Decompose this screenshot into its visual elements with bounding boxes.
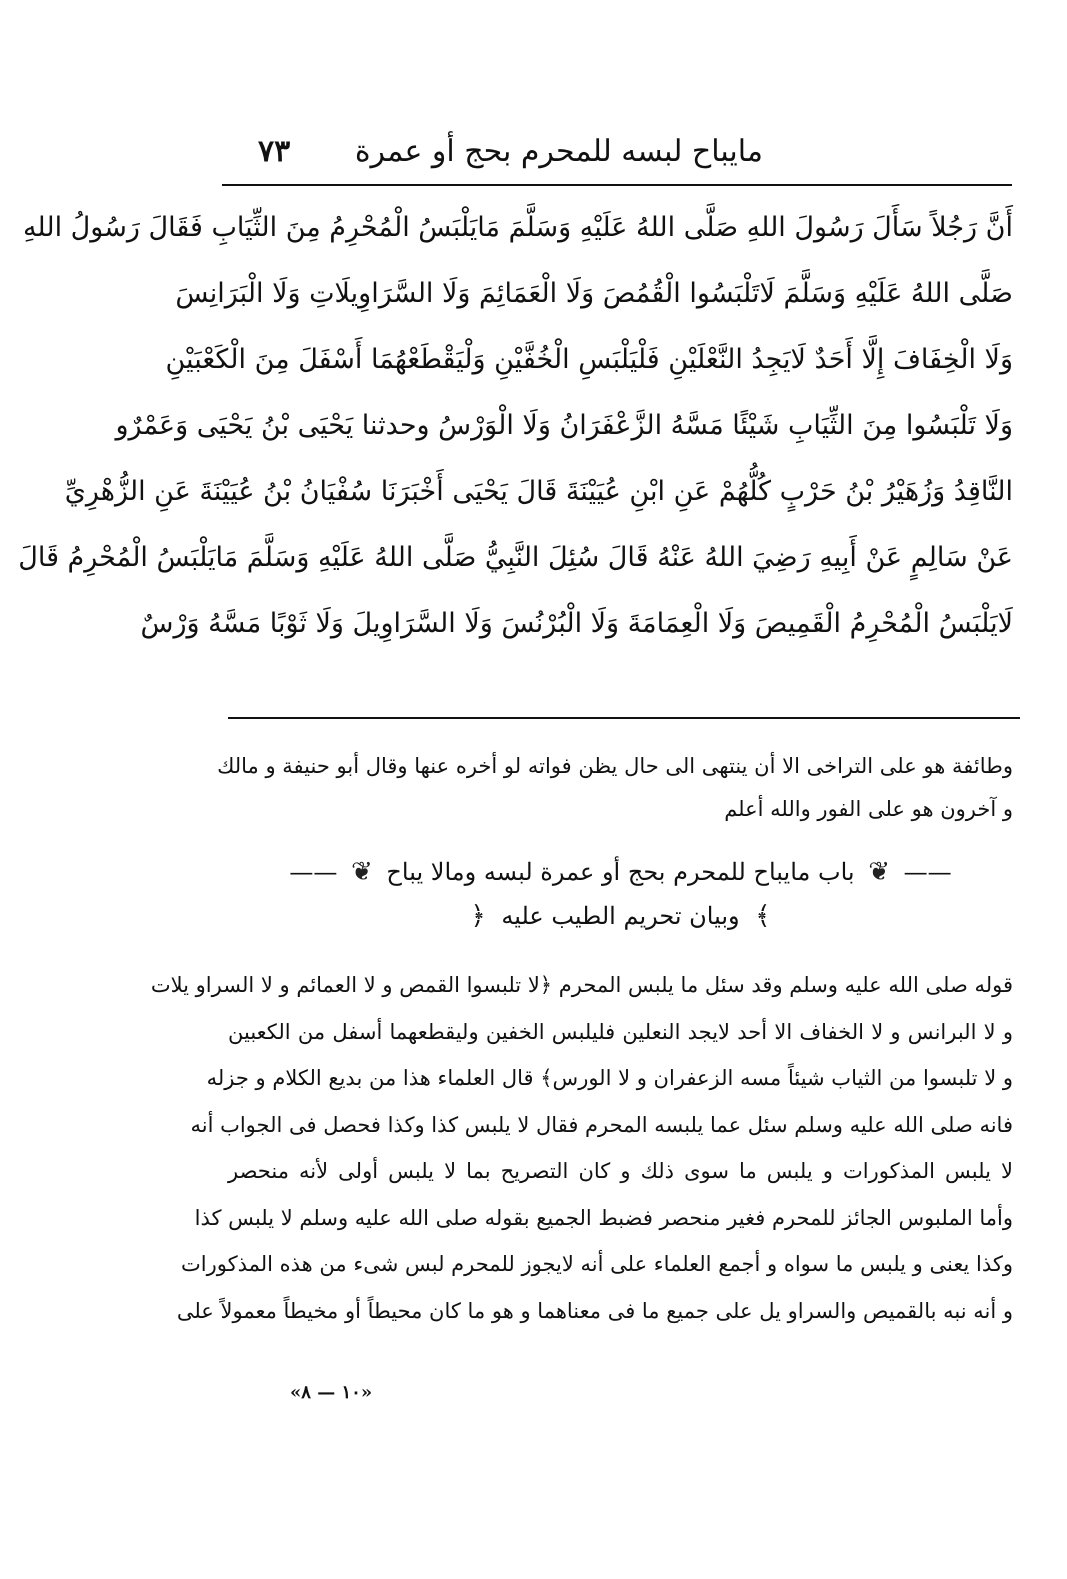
- hadith-line: وَلَا الْخِفَافَ إِلَّا أَحَدٌ لَايَجِدُ النَّعْلَيْنِ فَلْيَلْبَسِ الْخُفَّيْنِ وَلْيَقْطَعْهُمَا أَسْفَلَ مِنَ الْكَعْبَيْنِ: [165, 344, 1013, 375]
- dash-right: ——: [903, 858, 952, 886]
- hadith-line: وَلَا تَلْبَسُوا مِنَ الثِّيَابِ شَيْئًا مَسَّهُ الزَّعْفَرَانُ وَلَا الْوَرْسُ وحدثنا يَحْيَى بْنُ يَحْيَى وَعَمْرٌو: [115, 410, 1013, 441]
- chapter-subtitle-row: [228, 894, 1013, 938]
- commentary-line: و لا تلبسوا من الثياب شيئاً مسه الزعفران و لا الورس﴾ قال العلماء هذا من بديع الكلام و جزله: [206, 1066, 1013, 1090]
- ornament-right-icon: ❦: [868, 857, 891, 887]
- section-divider: [228, 717, 1020, 719]
- hadith-line: أَنَّ رَجُلاً سَأَلَ رَسُولَ اللهِ صَلَّى اللهُ عَلَيْهِ وَسَلَّمَ مَايَلْبَسُ الْمُحْرِمُ مِنَ الثِّيَابِ فَقَالَ رَسُولُ اللهِ: [22, 212, 1013, 243]
- chapter-subtitle: وبيان تحريم الطيب عليه: [501, 902, 740, 930]
- header-title: مايباح لبسه للمحرم بحج أو عمرة: [354, 134, 763, 169]
- commentary-intro: [217, 745, 1013, 831]
- dash-left: ——: [289, 858, 338, 886]
- chapter-title-row: [228, 850, 1013, 894]
- commentary-line: و أنه نبه بالقميص والسراو يل على جميع ما فى معناهما و هو ما كان محيطاً أو مخيطاً معمولاً على: [176, 1298, 1013, 1323]
- page-number: ٧٣: [258, 134, 291, 169]
- hadith-line: عَنْ سَالِمٍ عَنْ أَبِيهِ رَضِيَ اللهُ عَنْهُ قَالَ سُئِلَ النَّبِيُّ صَلَّى اللهُ عَلَيْهِ وَسَلَّمَ مَايَلْبَسُ الْمُحْرِمُ قَالَ: [18, 542, 1013, 573]
- hadith-text-block: [18, 195, 1013, 657]
- bracket-close: ﴿: [470, 901, 486, 931]
- commentary-line: و لا البرانس و لا الخفاف الا أحد لايجد النعلين فليلبس الخفين وليقطعهما أسفل من الكعبين: [228, 1019, 1013, 1044]
- running-header: [228, 128, 1013, 178]
- hadith-line: النَّاقِدُ وَزُهَيْرُ بْنُ حَرْبٍ كُلُّهُمْ عَنِ ابْنِ عُيَيْنَةَ قَالَ يَحْيَى أَخْبَرَنَا سُفْيَانُ بْنُ عُيَيْنَةَ عَنِ الزُّهْرِيِّ: [64, 476, 1013, 507]
- bracket-open: ﴾: [755, 901, 771, 931]
- commentary-line: وأما الملبوس الجائز للمحرم فغير منحصر فضبط الجميع بقوله صلى الله عليه وسلم لا يلبس كذا: [194, 1205, 1013, 1230]
- ornament-left-icon: ❦: [350, 857, 373, 887]
- header-rule: [222, 184, 1012, 186]
- commentary-line: وطائفة هو على التراخى الا أن ينتهى الى حال يظن فواته لو أخره عنها وقال أبو حنيفة و مالك: [217, 754, 1013, 778]
- chapter-title: باب مايباح للمحرم بحج أو عمرة لبسه ومالا يباح: [386, 858, 855, 886]
- hadith-line: صَلَّى اللهُ عَلَيْهِ وَسَلَّمَ لَاتَلْبَسُوا الْقُمُصَ وَلَا الْعَمَائِمَ وَلَا السَّرَاوِيلَاتِ وَلَا الْبَرَانِسَ: [175, 278, 1013, 309]
- hadith-line: لَايَلْبَسُ الْمُحْرِمُ الْقَمِيصَ وَلَا الْعِمَامَةَ وَلَا الْبُرْنُسَ وَلَا السَّرَاوِيلَ وَلَا ثَوْبًا مَسَّهُ وَرْسٌ: [140, 608, 1013, 639]
- commentary-body: [150, 962, 1013, 1334]
- commentary-line: قوله صلى الله عليه وسلم وقد سئل ما يلبس المحرم ﴿لا تلبسوا القمص و لا العمائم و لا السراو يلات: [150, 973, 1013, 997]
- printer-signature: «١٠ — ٨»: [290, 1382, 373, 1403]
- commentary-line: فانه صلى الله عليه وسلم سئل عما يلبسه المحرم فقال لا يلبس كذا وكذا فحصل فى الجواب أنه: [190, 1112, 1013, 1137]
- chapter-heading: [228, 850, 1013, 938]
- commentary-line: لا يلبس المذكورات و يلبس ما سوى ذلك و كان التصريح بما لا يلبس أولى لأنه منحصر: [228, 1159, 1013, 1183]
- commentary-line: و آخرون هو على الفور والله أعلم: [724, 797, 1013, 821]
- commentary-line: وكذا يعنى و يلبس ما سواه و أجمع العلماء على أنه لايجوز للمحرم لبس شىء من هذه المذكورات: [180, 1252, 1013, 1276]
